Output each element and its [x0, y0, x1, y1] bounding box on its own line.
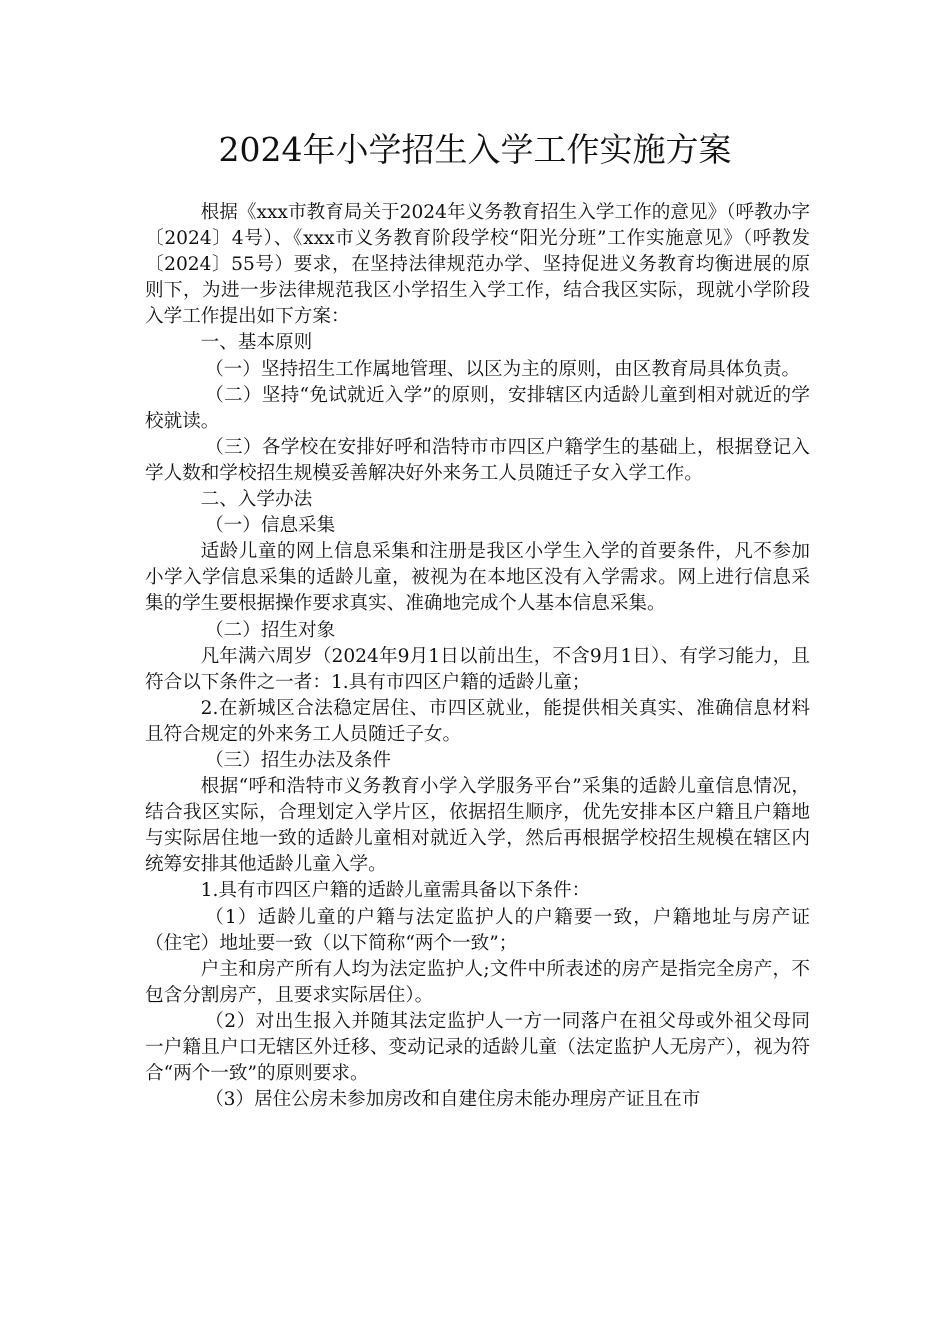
paragraph-property-note: 户主和房产所有人均为法定监护人;文件中所表述的房产是指完全房产，不包含分割房产，且要求实际居住）。	[145, 958, 810, 1006]
paragraph-migrant-children: 2.在新城区合法稳定居住、市四区就业，能提供相关真实、准确信息材料且符合规定的外来务工人员随迁子女。	[145, 697, 810, 745]
paragraph-principle-3: （三）各学校在安排好呼和浩特市市四区户籍学生的基础上，根据登记入学人数和学校招生规模妥善解决好外来务工人员随迁子女入学工作。	[145, 436, 810, 484]
document-body	[145, 200, 810, 1113]
paragraph-principle-1: （一）坚持招生工作属地管理、以区为主的原则，由区教育局具体负责。	[205, 358, 801, 380]
paragraph-condition-3: （3）居住公房未参加房改和自建住房未能办理房产证且在市	[205, 1089, 701, 1111]
paragraph-household-conditions: 1.具有市四区户籍的适龄儿童需具备以下条件：	[200, 880, 591, 902]
paragraph-enrollment-targets: 凡年满六周岁（2024年9月1日以前出生，不含9月1日）、有学习能力，且符合以下条件之一者：1.具有市四区户籍的适龄儿童；	[145, 645, 810, 693]
heading-basic-principles: 一、基本原则	[200, 332, 313, 354]
paragraph-methods-conditions: 根据“呼和浩特市义务教育小学入学服务平台”采集的适龄儿童信息情况，结合我区实际，合理划定入学片区，依据招生顺序，优先安排本区户籍且户籍地与实际居住地一致的适龄儿童相对就近入学，然后再根据学校招生规模在辖区内统筹安排其他适龄儿童入学。	[145, 776, 810, 876]
subheading-enrollment-targets: （二）招生对象	[205, 619, 336, 641]
paragraph-condition-2: （2）对出生报入并随其法定监护人一方一同落户在祖父母或外祖父母同一户籍且户口无辖区外迁移、变动记录的适龄儿童（法定监护人无房产），视为符合“两个一致”的原则要求。	[145, 1010, 810, 1085]
paragraph-principle-2: （二）坚持“免试就近入学”的原则，安排辖区内适龄儿童到相对就近的学校就读。	[145, 384, 810, 432]
paragraph-intro: 根据《xxx市教育局关于2024年义务教育招生入学工作的意见》（呼教办字〔2024〕4号）、《xxx市义务教育阶段学校“阳光分班”工作实施意见》（呼教发〔2024〕55号）要求，在坚持法律规范办学、坚持促进义务教育均衡进展的原则下，为进一步法律规范我区小学招生入学工作，结合我区实际，现就小学阶段入学工作提出如下方案：	[145, 202, 810, 328]
paragraph-condition-1: （1）适龄儿童的户籍与法定监护人的户籍要一致，户籍地址与房产证（住宅）地址要一致（以下简称“两个一致”；	[145, 906, 810, 954]
heading-enrollment-methods: 二、入学办法	[200, 489, 313, 511]
subheading-info-collection: （一）信息采集	[205, 515, 336, 537]
paragraph-info-collection: 适龄儿童的网上信息采集和注册是我区小学生入学的首要条件，凡不参加小学入学信息采集的适龄儿童，被视为在本地区没有入学需求。网上进行信息采集的学生要根据操作要求真实、准确地完成个人基本信息采集。	[145, 541, 810, 615]
subheading-methods-conditions: （三）招生办法及条件	[205, 749, 392, 771]
document-title: 2024年小学招生入学工作实施方案	[218, 130, 732, 169]
